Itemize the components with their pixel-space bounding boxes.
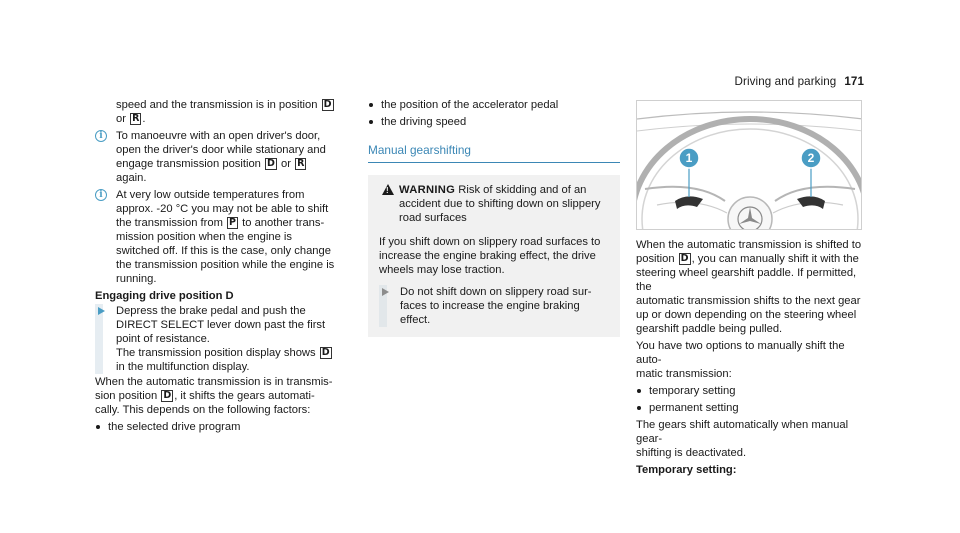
- bullet-icon: [637, 406, 641, 410]
- gear-p-symbol: P: [229, 217, 237, 228]
- bullet-icon: [369, 120, 373, 124]
- arrow-icon: [382, 288, 389, 296]
- column-left: [95, 98, 357, 437]
- gear-d-symbol: D: [267, 158, 275, 169]
- bullet-icon: [637, 389, 641, 393]
- info-icon: i: [95, 189, 107, 201]
- warning-body: If you shift down on slippery road surfaces to increase the engine braking effect, the drive wheels may lose traction.: [379, 236, 601, 276]
- factor-list: [95, 420, 357, 434]
- gear-d-symbol: D: [680, 253, 689, 264]
- section-heading-manual-gearshifting: Manual gearshifting: [368, 143, 620, 163]
- gear-r-symbol: R: [132, 113, 140, 124]
- page-header: [735, 75, 864, 89]
- list-item: the position of the accelerator pedal: [368, 98, 620, 112]
- bullet-icon: [369, 103, 373, 107]
- instruction-step: Depress the brake pedal and push the DIRECT SELECT lever down past the first point of resistance. The transmission position display shows D in the multifunction display.: [95, 304, 357, 374]
- section-name: Driving and parking: [734, 75, 837, 88]
- warning-head-text: Risk of skidding and of an accident due to shifting down on slippery road surfaces: [399, 184, 601, 224]
- subheading-temporary-setting: Temporary setting:: [636, 464, 737, 476]
- factor-list: [368, 98, 620, 129]
- gear-d-symbol: D: [321, 347, 330, 358]
- list-item: permanent setting: [636, 401, 862, 415]
- arrow-icon: [98, 307, 105, 315]
- left-paddle-shape: [675, 196, 703, 209]
- warning-icon: [382, 184, 394, 195]
- callout-1-label: 1: [685, 151, 693, 165]
- intro-paragraph: speed and the transmission is in position D or R .: [116, 99, 332, 125]
- column-right: [636, 238, 862, 478]
- gear-d-symbol: D: [163, 390, 172, 401]
- warning-box: [368, 175, 620, 337]
- right-paddle-shape: [797, 196, 825, 209]
- steering-wheel-illustration: [636, 100, 862, 230]
- warning-title: WARNING: [399, 184, 456, 196]
- options-paragraph: You have two options to manually shift the auto- matic transmission:: [636, 340, 845, 380]
- gear-r-symbol: R: [297, 158, 305, 169]
- list-item: the driving speed: [368, 115, 620, 129]
- info-note-open-door: i To manoeuvre with an open driver's door, open the driver's door while stationary and engage transmission position D or R again.: [95, 129, 357, 185]
- subheading-engaging-drive: Engaging drive position D: [95, 290, 234, 302]
- callout-2-label: 2: [807, 151, 815, 165]
- warning-step: Do not shift down on slippery road sur-faces to increase the engine braking effect.: [379, 285, 610, 327]
- info-icon: i: [95, 130, 107, 142]
- gear-d-symbol: D: [323, 99, 332, 110]
- info-note-low-temperature: i At very low outside temperatures from approx. -20 °C you may not be able to shift the transmission from P to another trans- mission position when the engine is switched off. If this is the case, only change the transmission position while the engine is running.: [95, 188, 357, 286]
- manual-shift-paragraph: When the automatic transmission is shifted to position D , you can manually shift it with the steering wheel gearshift paddle. If permitted, the automatic transmission shifts to the next gear up or down depending on the steering wheel gearshift paddle being pulled.: [636, 239, 862, 335]
- list-item: temporary setting: [636, 384, 862, 398]
- list-item: the selected drive program: [95, 420, 357, 434]
- column-middle: [368, 98, 620, 337]
- body-paragraph: When the automatic transmission is in transmis- sion position D , it shifts the gears automati- cally. This depends on the following factors:: [95, 376, 333, 416]
- bullet-icon: [96, 425, 100, 429]
- options-list: [636, 384, 862, 415]
- page-number: 171: [844, 75, 864, 88]
- warning-header: [379, 183, 610, 225]
- steering-wheel-drawing: [637, 101, 862, 230]
- auto-shift-paragraph: The gears shift automatically when manual gear- shifting is deactivated.: [636, 419, 849, 459]
